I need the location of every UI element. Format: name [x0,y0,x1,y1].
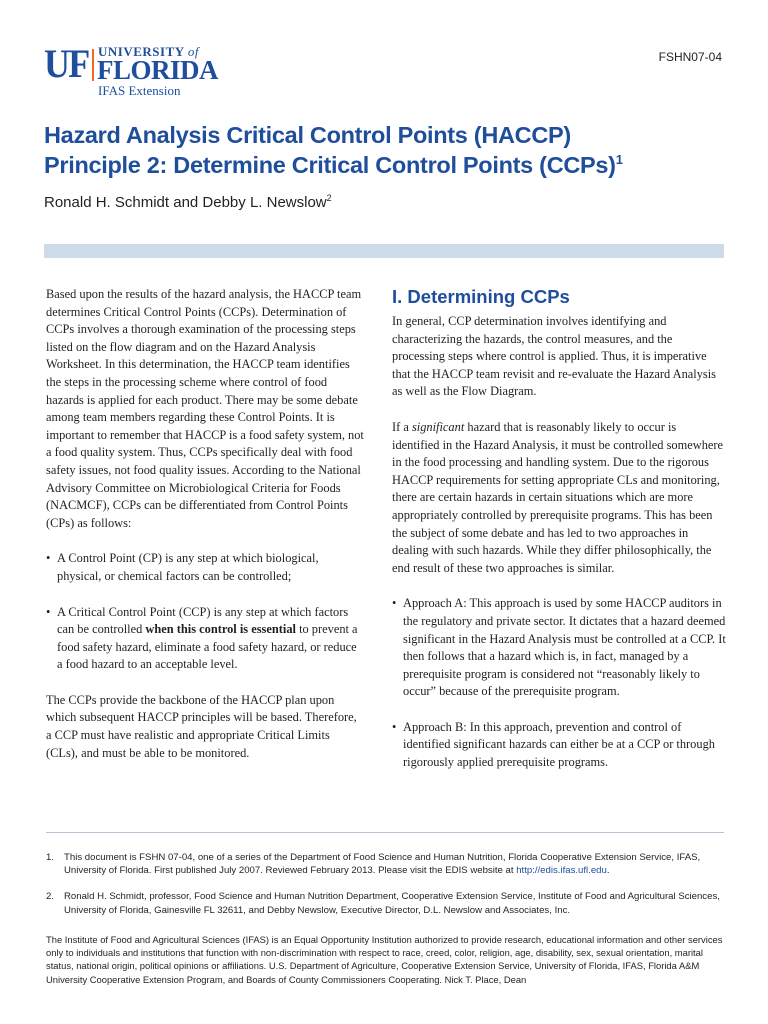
approach-list [392,595,726,771]
paragraph-general: In general, CCP determination involves identifying and characterizing the hazards, the control measures, and the processing steps where control is applied. Thus, it is imperative that the HACCP team revisit and re-evaluate the Hazard Analysis as well as the Flow Diagram. [392,314,717,399]
authors: Ronald H. Schmidt and Debby L. Newslow$^2$ [44,193,332,211]
logo-florida-text: FLORIDA [97,55,219,85]
intro-paragraph: Based upon the results of the hazard analysis, the HACCP team determines Critical Control Points (CCPs). Determination of CCPs involves a thorough examination of the processing steps listed on the flow diagram and on the Hazard Analysis Worksheet. In this determination, the HACCP team identifies the steps in the processing scheme where control of food hazards is applied for each product. There may be some debate among team members regarding these Control Points. It is important to remember that HACCP is a food safety system, not a food quality system. Thus, CCPs specifically deal with food safety issues, not food quality issues. According to the National Advisory Committee on Microbiological Criteria for Foods (NACMCF), CCPs can be differentiated from Control Points (CPs) as follows: [46,287,364,530]
footnote-number: 1. [46,852,55,863]
footnote-number: 2. [46,891,55,903]
footnote-divider [46,832,724,833]
uf-ifas-logo [44,41,219,100]
header-band [44,244,724,258]
list-item-control-point: • A Control Point (CP) is any step at which biological, physical, or chemical factors can be controlled; [46,550,364,585]
logo-uf-mark: UF [44,41,89,86]
ifas-disclaimer: The Institute of Food and Agricultural Sciences (IFAS) is an Equal Opportunity Institution authorized to provide research, educational information and other services only to individuals and institutions that function with non-discrimination with respect to race, creed, color, religion, age, disability, sex, sexual orientation, marital status, national origin, political opinions or affiliations. U.S. Department of Agriculture, Cooperative Extension Service, University of Florida, IFAS, Florida A&M University Cooperative Extension Program, and Boards of County Commissioners Cooperating. Nick T. Place, Dean [46,934,723,985]
footnote-2: 2. Ronald H. Schmidt, professor, Food Science and Human Nutrition Department, Cooperative Extension Service, Institute of Food and Agricultural Sciences, University of Florida, Gainesville FL 32611, and Debby Newslow, Executive Director, D.L. Newslow and Associates, Inc. [46,891,720,916]
left-column [46,286,364,780]
logo-divider [92,49,94,81]
italic-term: significant [411,419,465,434]
right-column [392,286,726,790]
document-title [44,120,724,180]
logo-university-text: UNIVERSITY of [98,44,200,59]
document-id: FSHN07-04 [658,50,722,64]
title-line-2: Principle 2: Determine Critical Control Points (CCPs) [44,152,616,178]
list-item-approach-a: • Approach A: This approach is used by some HACCP auditors in the regulatory and private sector. It dictates that a hazard deemed significant in the Hazard Analysis must be controlled at a CCP. It then follows that a hazard which is, in fact, managed by a prerequisite program is considered not “reasonably likely to occur” because of the prerequisite program. [392,595,726,701]
edis-link[interactable]: http://edis.ifas.ufl.edu [516,865,607,877]
authors-footnote-ref: 2 [326,193,332,203]
title-line-1: Hazard Analysis Critical Control Points (HACCP) [44,122,571,148]
list-item-critical-control-point: • A Critical Control Point (CCP) is any step at which factors can be controlled when this control is essential to prevent a food safety hazard, eliminate a food safety hazard, or reduce a food hazard to an acceptable level. [46,604,364,674]
list-item-approach-b: • Approach B: In this approach, prevention and control of identified significant hazards can either be at a CCP or through rigorously applied prerequisite programs. [392,719,726,772]
emphasis-text: when this control is essential [145,622,296,637]
cp-definition-list [46,550,364,674]
closing-paragraph: The CCPs provide the backbone of the HACCP plan upon which subsequent HACCP principles will be based. Therefore, a CCP must have realistic and appropriate Critical Limits (CLs), and must be able to be monitored. [46,692,357,760]
footnotes [46,851,724,930]
logo-ifas-text: IFAS Extension [98,83,181,98]
footnote-1: 1. This document is FSHN 07-04, one of a series of the Department of Food Science and Human Nutrition, Florida Cooperative Extension Service, IFAS, University of Florida. First published July 2007. Reviewed February 2013. Please visit the EDIS website at http://edis.ifas.ufl.edu. [46,852,701,877]
title-footnote-ref: 1 [615,152,623,168]
section-heading: I. Determining CCPs [392,286,570,307]
paragraph-significant-hazard: If a significant hazard that is reasonably likely to occur is identified in the Hazard Analysis, it must be controlled somewhere in the food processing and handling system. Due to the rigorous HACCP requirements for setting appropriate CLs and monitoring, there are certain hazards in certain situations which are more appropriately controlled by prerequisite programs. This has been the subject of some debate and has led to two approaches in dealing with such hazards. While they differ philosophically, the end result of these two approaches is similar. [392,419,724,575]
